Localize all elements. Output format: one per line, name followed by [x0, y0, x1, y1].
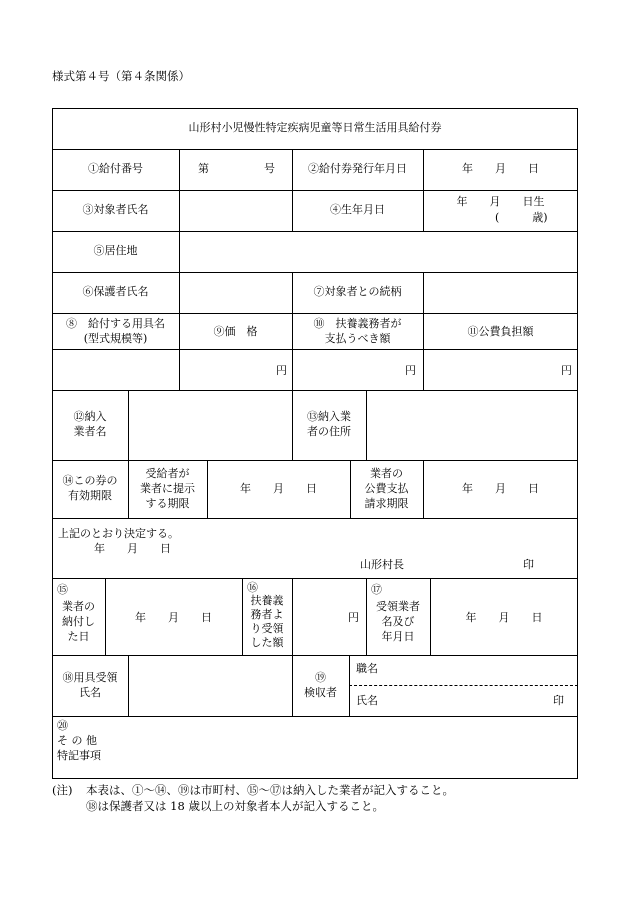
decision-text: 上記のとおり決定する。	[58, 527, 179, 540]
receipt-supplier-num: ⑰	[371, 583, 382, 596]
row-divider	[52, 349, 578, 350]
row-divider	[52, 190, 578, 191]
item-label-sub: (型式規模等)	[83, 332, 148, 345]
col-divider	[128, 655, 129, 716]
row-divider	[52, 578, 578, 579]
guardian-name-label: ⑥保護者氏名	[82, 285, 149, 298]
inspector-name-label: 氏名	[356, 694, 378, 707]
delivered-date-value[interactable]: 年 月 日	[135, 611, 212, 624]
receipt-date-value[interactable]: 年 月 日	[465, 611, 543, 624]
position-label: 職名	[356, 662, 378, 675]
received-amount-label-2: 務者よ	[250, 608, 284, 621]
issue-number-prefix: 第	[198, 162, 209, 175]
supplier-name-label: ⑫納入	[73, 410, 107, 423]
issue-number-suffix: 号	[264, 162, 275, 175]
other-notes-label-1: そ の 他	[57, 734, 97, 747]
form-title: 山形村小児慢性特定疾病児童等日常生活用具給付券	[188, 121, 442, 134]
row-divider	[52, 390, 578, 391]
notes-line-1: 本表は、①～⑭、⑲は市町村、⑮～⑰は納入した業者が記入すること。	[86, 783, 454, 797]
relation-label: ⑦対象者との続柄	[313, 285, 402, 298]
mayor-seal: 印	[523, 558, 534, 571]
receipt-supplier-label-2: 名及び	[381, 615, 415, 628]
col-divider	[179, 272, 180, 313]
row-divider	[52, 716, 578, 717]
supplier-address-label: ⑬納入業	[307, 410, 351, 423]
validity-label: ⑭この券の	[62, 474, 118, 487]
dashed-divider	[349, 685, 578, 686]
delivered-date-num: ⑮	[57, 583, 68, 596]
received-amount-yen: 円	[348, 611, 359, 624]
delivered-date-label-2: 納付し	[62, 615, 95, 628]
receipt-supplier-label-3: 年月日	[381, 630, 415, 643]
price-label: ⑨価 格	[213, 325, 258, 338]
col-divider	[349, 655, 350, 716]
row-divider	[52, 313, 578, 314]
col-divider	[423, 272, 424, 313]
price-yen: 円	[276, 364, 287, 377]
receipt-supplier-label-1: 受領業者	[376, 600, 420, 613]
col-divider	[366, 390, 367, 460]
present-deadline-label-3: する期限	[145, 497, 190, 510]
address-label: ⑤居住地	[93, 244, 138, 257]
present-deadline-label: 受給者が	[145, 467, 190, 480]
row-divider	[52, 231, 578, 232]
decision-date[interactable]: 年 月 日	[94, 542, 171, 555]
birthdate-label: ④生年月日	[330, 203, 385, 216]
public-burden-label: ⑪公費負担額	[467, 325, 534, 338]
mayor-label: 山形村長	[360, 558, 404, 571]
receiver-name-label: ⑱用具受領	[62, 671, 118, 684]
claim-deadline-label: 業者の	[370, 467, 403, 480]
payable-label: ⑩ 扶養義務者が	[313, 317, 402, 330]
inspector-seal: 印	[553, 694, 564, 707]
claim-deadline-label-2: 公費支払	[364, 482, 409, 495]
validity-label-sub: 有効期限	[68, 489, 112, 502]
age-value[interactable]: ( 歳)	[495, 211, 548, 224]
notes-line-2: ⑱は保護者又は 18 歳以上の対象者本人が記入すること。	[86, 799, 384, 813]
claim-deadline-value[interactable]: 年 月 日	[462, 482, 539, 495]
row-divider	[52, 655, 578, 656]
received-amount-num: ⑯	[247, 581, 258, 594]
inspector-label: 検収者	[304, 686, 337, 699]
item-label: ⑧ 給付する用具名	[66, 317, 165, 330]
row-divider	[52, 149, 578, 150]
issue-date-label: ②給付券発行年月日	[308, 162, 407, 175]
col-divider	[179, 231, 180, 272]
other-notes-num: ⑳	[57, 719, 68, 732]
notes-prefix: (注)	[52, 783, 73, 797]
row-divider	[52, 460, 578, 461]
receiver-name-label-sub: 氏名	[79, 686, 101, 699]
col-divider	[179, 190, 180, 231]
supplier-address-label-sub: 者の住所	[307, 425, 351, 438]
claim-deadline-label-3: 請求期限	[364, 497, 409, 510]
issue-number-label: ①給付番号	[88, 162, 143, 175]
birthdate-value[interactable]: 年 月 日生	[456, 195, 545, 208]
payable-yen: 円	[405, 364, 416, 377]
present-deadline-value[interactable]: 年 月 日	[240, 482, 317, 495]
col-divider	[128, 390, 129, 460]
subject-name-label: ③対象者氏名	[82, 203, 149, 216]
payable-label-sub: 支払うべき額	[324, 332, 391, 345]
inspector-num: ⑲	[315, 671, 326, 684]
public-yen: 円	[561, 364, 572, 377]
received-amount-label-1: 扶養義	[250, 594, 284, 607]
received-amount-label-3: り受領	[250, 622, 284, 635]
col-divider	[179, 149, 180, 190]
issue-date-value[interactable]: 年 月 日	[462, 162, 539, 175]
present-deadline-label-2: 業者に提示	[140, 482, 195, 495]
form-label: 様式第４号（第４条関係）	[52, 69, 190, 83]
supplier-name-label-sub: 業者名	[73, 425, 107, 438]
row-divider	[52, 272, 578, 273]
col-divider	[292, 578, 293, 655]
received-amount-label-4: した額	[250, 636, 284, 649]
row-divider	[52, 518, 578, 519]
delivered-date-label-3: た日	[67, 630, 90, 643]
delivered-date-label-1: 業者の	[62, 600, 95, 613]
other-notes-label-2: 特記事項	[57, 749, 101, 762]
